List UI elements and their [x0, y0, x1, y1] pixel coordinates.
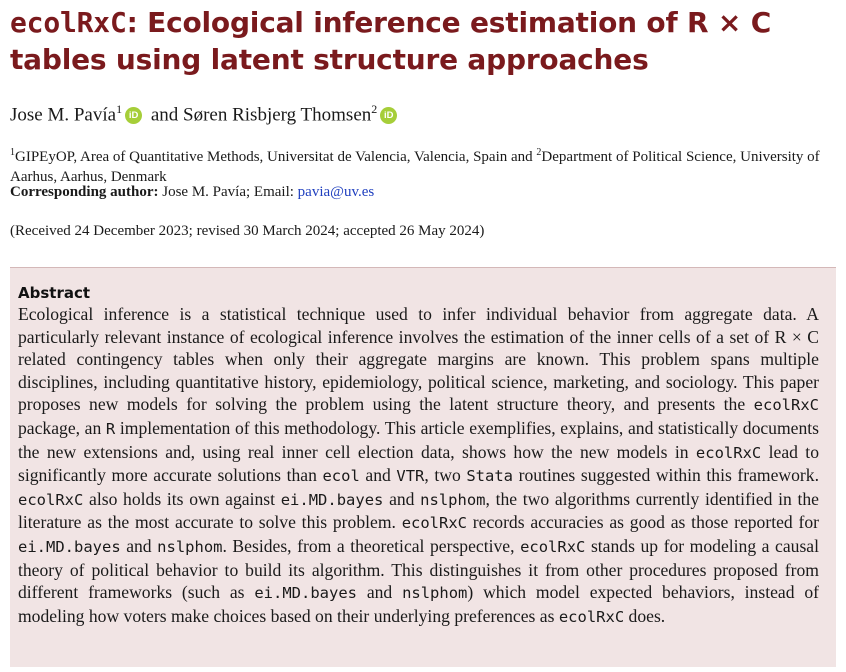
- affil-mark-2: 2: [536, 147, 542, 158]
- affiliations: [10, 143, 840, 187]
- affil-2-text: Department of Political Science, University of Aarhus, Aarhus, Denmark: [10, 149, 820, 185]
- code-ecolRxC: ecolRxC: [401, 514, 468, 533]
- author-line: [10, 102, 401, 126]
- affil-1-text: GIPEyOP, Area of Quantitative Methods, Universitat de Valencia, Valencia, Spain and: [15, 149, 537, 165]
- code-ecolRxC: ecolRxC: [695, 443, 762, 462]
- corresponding-label: Corresponding author:: [10, 184, 159, 200]
- title-package-name: ecolRxC: [10, 6, 127, 39]
- code-ei-MD-bayes: ei.MD.bayes: [18, 537, 121, 556]
- author-1-affil-mark: 1: [116, 102, 123, 116]
- code-VTR: VTR: [396, 467, 425, 486]
- abstract-text: Ecological inference is a statistical technique used to infer individual behavior from aggregate data. A particularly relevant instance of ecological inference involves the estimation of the inner cells of a set of R × C related contingency tables when only their aggregate margins are known. This problem spans multiple disciplines, including quantitative history, epidemiology, political science, marketing, and sociology. This paper proposes new models for solving the problem using the latent structure theory, and presents the ecolRxC package, an R implementation of this methodology. This article exemplifies, explains, and statistically documents the new extensions and, using real inner cell election data, shows how the new models in ecolRxC lead to significantly more accurate solutions than ecol and VTR, two Stata routines suggested within this framework. ecolRxC also holds its own against ei.MD.bayes and nslphom, the two algorithms currently identified in the literature as the most accurate to solve this problem. ecolRxC records accuracies as good as those reported for ei.MD.bayes and nslphom. Besides, from a theoretical perspective, ecolRxC stands up for modeling a causal theory of political behavior to build its algorithm. This distinguishes it from other procedures proposed from different frameworks (such as ei.MD.bayes and nslphom) which model expected behaviors, instead of modeling how voters make choices based on their underlying preferences as ecolRxC does.: [18, 304, 819, 626]
- orcid-icon[interactable]: iD: [125, 107, 142, 124]
- publication-dates: (Received 24 December 2023; revised 30 March 2024; accepted 26 May 2024): [10, 223, 485, 239]
- affil-mark-1: 1: [10, 147, 15, 158]
- author-2-name: Søren Risbjerg Thomsen: [183, 104, 372, 126]
- code-ecol: ecol: [322, 467, 360, 486]
- code-ecolRxC: ecolRxC: [18, 490, 84, 509]
- code-nslphom: nslphom: [157, 537, 223, 556]
- corresponding-name: Jose M. Pavía; Email:: [158, 184, 298, 200]
- code-R: R: [105, 419, 116, 438]
- corresponding-author: [10, 184, 374, 201]
- author-conjunction: and: [150, 104, 179, 126]
- email-link[interactable]: pavia@uv.es: [297, 184, 375, 200]
- orcid-icon[interactable]: iD: [380, 107, 397, 124]
- code-ecolRxC: ecolRxC: [520, 537, 586, 556]
- abstract-section: [18, 283, 819, 628]
- code-nslphom: nslphom: [402, 584, 468, 603]
- title-text: : Ecological inference estimation of R × C tables using latent structure approaches: [10, 6, 772, 76]
- code-ei-MD-bayes: ei.MD.bayes: [254, 584, 357, 603]
- abstract-heading: Abstract: [18, 284, 91, 302]
- code-nslphom: nslphom: [420, 490, 486, 509]
- author-2-affil-mark: 2: [371, 102, 378, 116]
- paper-title: [10, 4, 840, 78]
- code-Stata: Stata: [466, 467, 514, 486]
- author-1-name: Jose M. Pavía: [10, 104, 117, 126]
- code-ei-MD-bayes: ei.MD.bayes: [280, 490, 384, 509]
- code-ecolRxC: ecolRxC: [558, 607, 625, 626]
- code-ecolRxC: ecolRxC: [753, 396, 819, 415]
